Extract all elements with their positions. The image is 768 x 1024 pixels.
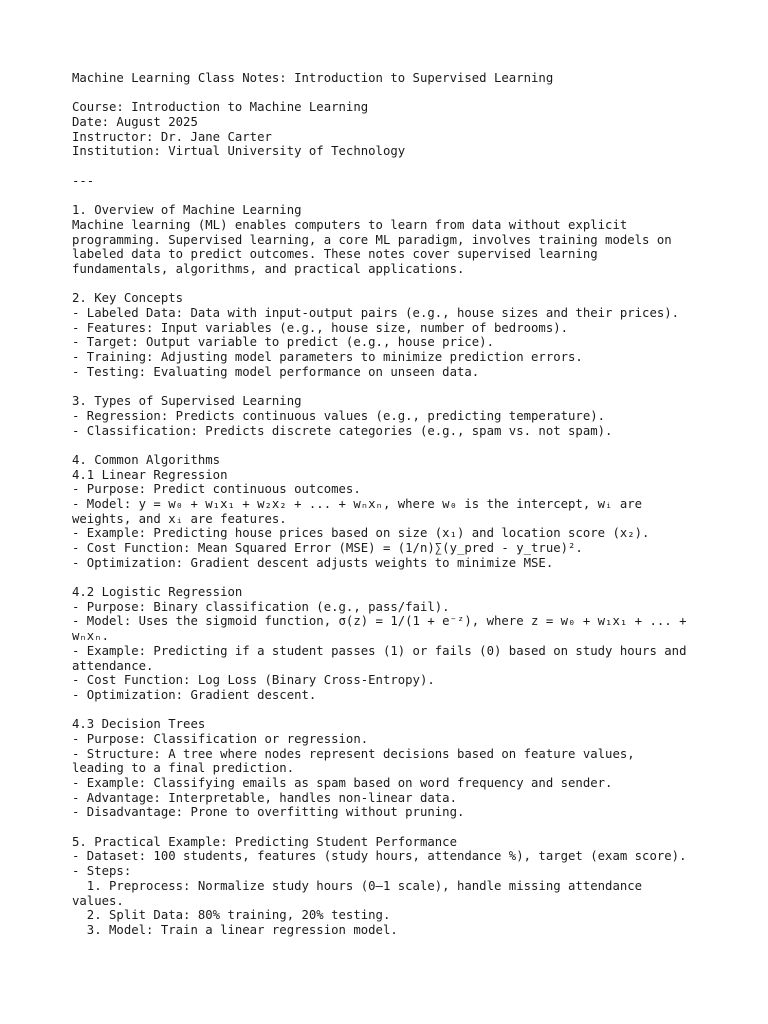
list-item: - Training: Adjusting model parameters to minimize prediction errors. [72,350,583,365]
list-item: - Example: Classifying emails as spam based on word frequency and sender. [72,776,613,790]
list-item: - Testing: Evaluating model performance on unseen data. [72,364,480,379]
list-item: - Classification: Predicts discrete categories (e.g., spam vs. not spam). [72,423,613,438]
step-item: 2. Split Data: 80% training, 20% testing. [72,908,391,923]
section-key-concepts [72,291,712,379]
list-item: - Optimization: Gradient descent. [72,687,317,702]
list-item-continuation: attendance. [72,658,154,673]
list-item-continuation: weights, and xᵢ are features. [72,511,287,526]
list-item: - Steps: [72,864,132,879]
paragraph-line: programming. Supervised learning, a core ML paradigm, involves training models on [72,232,672,247]
list-item: - Disadvantage: Prone to overfitting without pruning. [72,805,465,820]
section-heading: 1. Overview of Machine Learning [72,203,302,218]
blank-line [72,277,712,292]
meta-instructor: Instructor: Dr. Jane Carter [72,129,272,144]
section-linear-regression [72,453,712,571]
meta-date: Date: August 2025 [72,115,198,130]
blank-line [72,159,712,174]
list-item: - Labeled Data: Data with input-output pairs (e.g., house sizes and their prices). [72,306,680,320]
list-item: - Dataset: 100 students, features (study hours, attendance %), target (exam score). [72,849,687,864]
blank-line [72,379,712,394]
section-heading: 4. Common Algorithms [72,452,221,467]
list-item: - Optimization: Gradient descent adjusts weights to minimize MSE. [72,555,554,570]
meta-course: Course: Introduction to Machine Learning [72,100,369,115]
paragraph-line: labeled data to predict outcomes. These notes cover supervised learning [72,247,598,262]
section-types [72,394,712,438]
subsection-heading: 4.2 Logistic Regression [72,585,243,600]
meta-institution: Institution: Virtual University of Technology [72,144,406,159]
step-item: 3. Model: Train a linear regression model. [72,922,398,937]
section-heading: 5. Practical Example: Predicting Student Performance [72,834,457,849]
list-item-continuation: wₙxₙ. [72,629,110,644]
subsection-heading: 4.3 Decision Trees [72,717,206,732]
section-decision-trees [72,717,712,820]
list-item: - Cost Function: Mean Squared Error (MSE) = (1/n)∑(y_pred - y_true)². [72,541,583,555]
list-item: - Example: Predicting house prices based on size (x₁) and location score (x₂). [72,526,650,541]
blank-line [72,820,712,835]
document-meta [72,100,712,159]
list-item: - Cost Function: Log Loss (Binary Cross-Entropy). [72,673,435,688]
blank-line [72,703,712,718]
step-item: 1. Preprocess: Normalize study hours (0–1 scale), handle missing attendance [72,878,643,893]
subsection-heading: 4.1 Linear Regression [72,467,228,482]
list-item: - Advantage: Interpretable, handles non-linear data. [72,790,457,805]
list-item: - Purpose: Classification or regression. [72,731,369,746]
blank-line [72,189,712,204]
list-item: - Purpose: Predict continuous outcomes. [72,482,361,497]
section-logistic-regression [72,585,712,703]
document-title: Machine Learning Class Notes: Introduction to Supervised Learning [72,71,554,85]
list-item: - Regression: Predicts continuous values (e.g., predicting temperature). [72,408,606,423]
section-heading: 3. Types of Supervised Learning [72,394,302,409]
paragraph-line: Machine learning (ML) enables computers to learn from data without explicit [72,217,628,232]
list-item: - Target: Output variable to predict (e.g., house price). [72,335,494,350]
paragraph-line: fundamentals, algorithms, and practical applications. [72,261,465,276]
separator: --- [72,173,95,188]
blank-line [72,570,712,585]
blank-line [72,86,712,101]
list-item: - Model: Uses the sigmoid function, σ(z) = 1/(1 + e⁻ᶻ), where z = w₀ + w₁x₁ + ... + [72,614,687,629]
section-overview [72,203,712,276]
list-item-continuation: leading to a final prediction. [72,761,295,776]
list-item: - Features: Input variables (e.g., house size, number of bedrooms). [72,320,569,335]
document-page [72,71,712,938]
list-item: - Purpose: Binary classification (e.g., pass/fail). [72,599,450,614]
section-heading: 2. Key Concepts [72,291,184,306]
step-item-continuation: values. [72,893,124,908]
blank-line [72,438,712,453]
list-item: - Structure: A tree where nodes represent decisions based on feature values, [72,746,635,761]
section-practical-example [72,835,712,938]
list-item: - Example: Predicting if a student passes (1) or fails (0) based on study hours and [72,643,687,658]
list-item: - Model: y = w₀ + w₁x₁ + w₂x₂ + ... + wₙxₙ, where w₀ is the intercept, wᵢ are [72,496,643,511]
